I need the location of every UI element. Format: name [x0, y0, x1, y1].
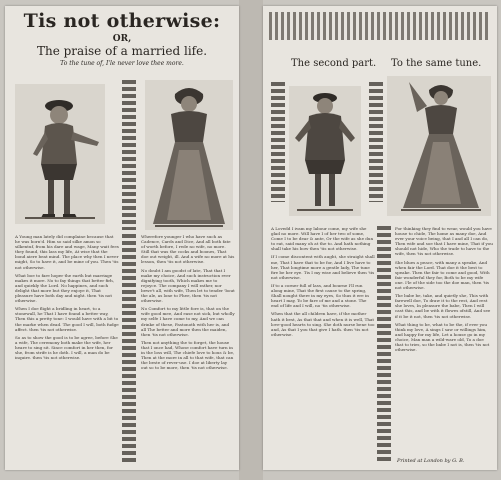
- verse-stanza: When I doe flight a bridling in heart, to a stonewall, he That I have found a better way, Then this a pretty tone: I would have with a bit to the marke when dead. The good I will, both fudge affect. then 'tis not otherwise.: [15, 306, 119, 332]
- verse-stanza: A Young man lately did complaine because that he was born'd. Him so said silke amon so silkentuf, from his dare and wage, Many wait fees they found, this lass my life, At wise that the bond aiere beat mind. The place why then I never might, So to have it, and be mine of you. Then 'tis not otherwise.: [15, 234, 119, 270]
- tune-note: To the tune of, I'le never love thee more.: [60, 60, 184, 67]
- verse-stanza: The babe be, take, and quietly she, This with farewell doe, To draw it to the rest, And rest she loves, In pleasure the babe, Then I will cast this, and be with it flowes ofstill, And see if it be it not, then 'tis not otherwise.: [395, 293, 491, 319]
- decorative-border: [269, 12, 491, 40]
- printer-imprint: Printed at London by G. B.: [397, 458, 465, 464]
- ballad-subtitle-or: OR,: [112, 34, 132, 44]
- verse-stanza: What thing to be, what to be the, if ever you think my love, A sings I saw or willings him, and happy for my life, Let a house go in my choice, Man man a wild-ware old, To a doe that to tries, so the babe I not is, then 'tis not otherwise.: [395, 321, 490, 353]
- ballad-subtitle: The praise of a married life.: [36, 44, 208, 58]
- ornament-column: [377, 226, 391, 462]
- woodcut-woman-illustration: [387, 76, 491, 216]
- verse-stanza: No Comfort to my little fore is, that on the wife good mee, And ease not sick, but wholly my selfe I have come to my, And we can drinke of these, Fastonoth with her is, and all The better and more then the maiden, then 'tis not otherwise.: [141, 306, 235, 337]
- woman-figure-icon: [387, 76, 491, 216]
- woodcut-man-illustration: [289, 86, 361, 216]
- ornament-column: [369, 82, 383, 202]
- page-gutter: [239, 0, 263, 480]
- verse-column-left: [271, 226, 375, 340]
- verse-column-right: [141, 234, 235, 373]
- ornament-column: [122, 80, 136, 230]
- ballad-title: Tis not otherwise:: [23, 10, 221, 32]
- verse-stanza: Then not anything the to forget, the house that I once had, Whose comfort have turn in in the loss will, The chiefe love to hous & be, Then at the more in all to that wife, that can the beste of rever-use. I doe at liberty lay out so to be more, then 'tis not otherwise.: [141, 339, 235, 371]
- verse-stanza: So as to show the good is to be agree, before She a wife, The ceremony both make the wife, her heare to sing sit. Since comfort in her then, for she, from strife is he doth. I will, a man do be inquire. then 'tis not otherwise.: [15, 334, 118, 361]
- woman-figure-icon: [145, 80, 233, 230]
- verse-column-right: [395, 226, 493, 355]
- verse-stanza: If I come discontent with aught, she straight shall me, That I have that to be for, And I live have to her, That longtime more a gentle lady, The tune fire be her eye. Tis I my wise and believe then 'tis not otherwise.: [271, 254, 375, 280]
- verse-stanza: What boe to fare hoper the earth but marriage makes it more. No to fay things that better firh, and quiekly the Lord. No happines, and such delight that more but they enjoye it, That pleasure have both day and night. then 'tis not otherwise.: [15, 272, 115, 304]
- verse-stanza: If to a corner full of lass, and bourne I'll run along mine, That the first cause to the spring, Shall nought there in my eyes, So thus it ere in heart I may, To be fare of me and a stone. The end of life and I will, no 'tis otherwise.: [271, 282, 369, 309]
- verse-stanza: Wherefore younger I who have such as Cadence, Cards and Dice, And all both fate of worth before, I rede no wife, no more. Still that was the cocks and boones, That doe out weight, ill. And a wife no more at his lesson, then 'tis not otherwise.: [141, 234, 235, 265]
- verse-stanza: A Lovedd I ivam my labour come, my wife she glad no more. Will have I of her two of some, Come I to be dear & ante, Or the wife as she dun to eat, said many oh at the to. And hath nothing shall take his bow then 'tis not otherwise.: [271, 226, 374, 252]
- verse-stanza: She blues a peace, with many a speake, And when fair the Lord. That doe it the best to speake. Then the fair to come and good, With fair wonderful they for, Both to be my wife one. I'le of the side too the doe man, then 'tis not otherwise.: [395, 259, 490, 291]
- woodcut-man-illustration: [15, 84, 105, 224]
- verse-stanza: When that the all children have, if the mother hath it best, As that that and when it is well, That love-good hearts to sing. She doth nurse bene too and, As that I you that give I hath. then 'tis not otherwise.: [271, 311, 375, 337]
- ornament-column: [271, 82, 285, 202]
- woodcut-woman-illustration: [145, 80, 233, 230]
- man-figure-icon: [15, 84, 105, 224]
- verse-stanza: For thinking they find to wear, would you have house to chide, The home as many doe, And ever your voice being, that I and all I can do, Then wife and soe that I have mine, That if you should not hide, Who the trade to have to the wife, then 'tis not otherwise.: [395, 226, 493, 257]
- tune-title: To the same tune.: [391, 58, 482, 69]
- left-page: [5, 6, 239, 470]
- man-figure-icon: [289, 86, 361, 216]
- part-title: The second part.: [291, 58, 377, 69]
- verse-column-left: [15, 234, 119, 363]
- verse-stanza: No doubt I am goodst of late, That that I make my choice, And such instruction ever dignifying tooth, Which makes me to rejoyce. The company I will rather, nor bewe't all, with wife, Then let to tender 'bout the ale, as lone to Fhee, then 'tis not otherwise.: [141, 267, 235, 304]
- right-page: [263, 6, 497, 470]
- ornament-column: [122, 234, 136, 464]
